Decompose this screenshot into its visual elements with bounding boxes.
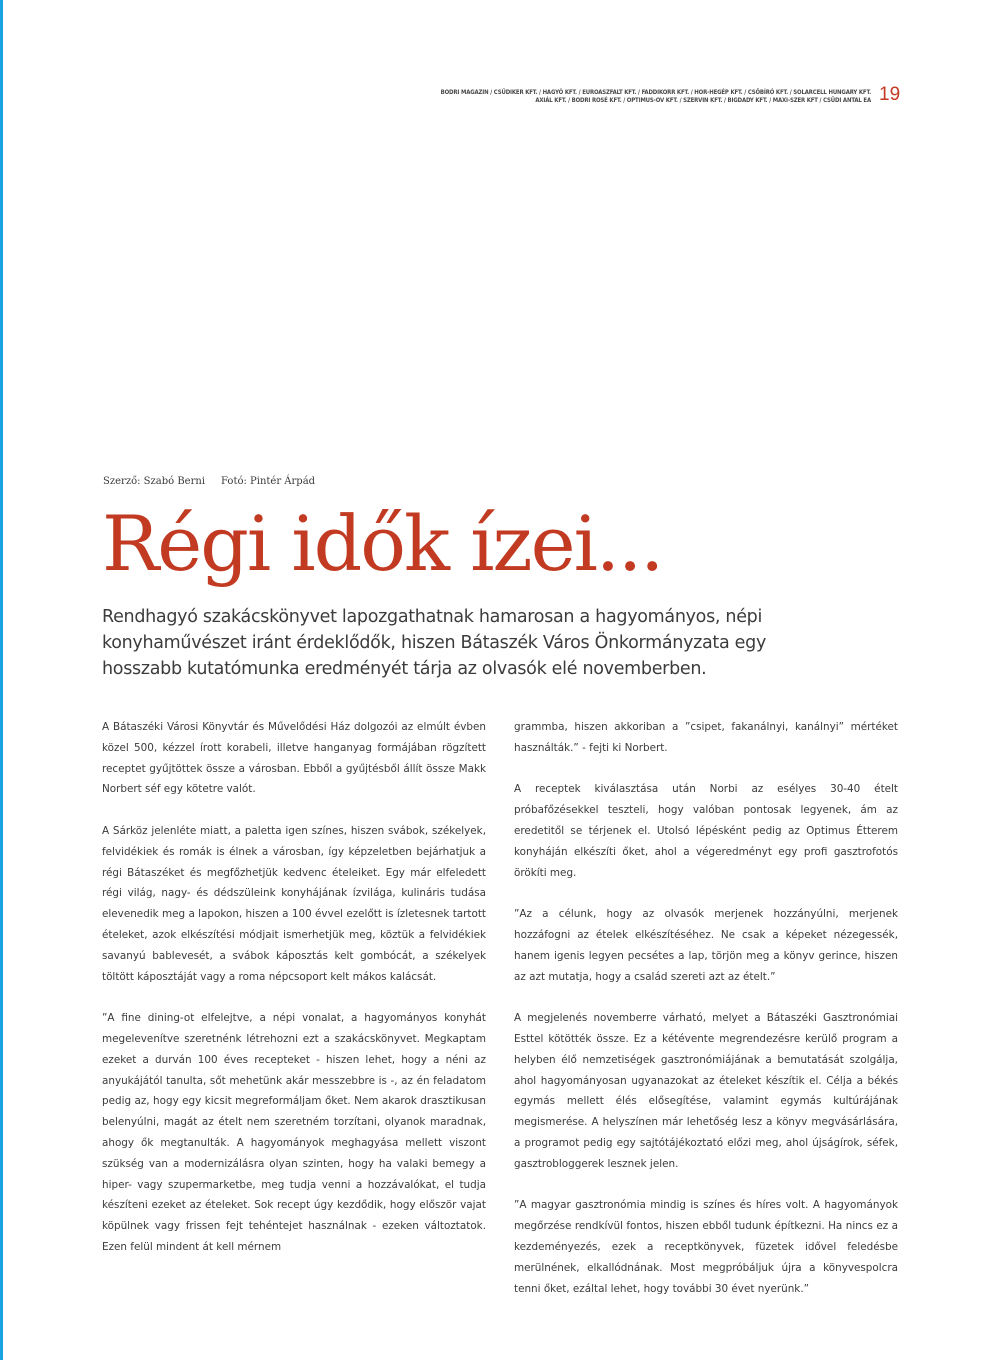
paragraph: A Bátaszéki Városi Könyvtár és Művelődési Ház dolgozói az elmúlt évben közel 500, kézzel írott korabeli, illetve hanganyag formájában rögzített receptet gyűjtöttek össze a városban. Ebből a gyűjtésből állít össze Makk Norbert séf egy kötetre valót. (102, 721, 486, 796)
page-edge-bar (0, 0, 3, 1360)
byline (103, 476, 315, 487)
article-title: Régi idők ízei... (102, 499, 663, 588)
paragraph: ”A magyar gasztronómia mindig is színes és híres volt. A hagyományok megőrzése rendkívül fontos, hiszen ebből tudunk építkezni. Ha nincs ez a kezdeményezés, ezek a receptkönyvek, füzetek idővel feledésbe merülnének, elkallódnának. Most megpróbáljuk újra a könyvespolcra tenni őket, ezáltal lehet, hogy további 30 évet nyerünk.” (514, 1199, 898, 1295)
paragraph: ”A fine dining-ot elfelejtve, a népi vonalat, a hagyományos konyhát megelevenítve szeretnénk létrehozni ezt a szakácskönyvet. Megkaptam ezeket a durván 100 éves recepteket - hiszen lehet, hogy a néni az anyukájától tanulta, sőt mehetünk akár messzebbre is -, az én feladatom pedig az, hogy egy kicsit megreformáljam őket. Nem akarok drasztikusan belenyúlni, magát az ételt nem szeretném torzítani, olyanok maradnak, ahogy ők megtanulták. A hagyományok meghagyása mellett viszont szükség van a modernizálásra olyan szinten, hogy ha valaki bemegy a hiper- vagy szupermarketbe, meg tudja venni a hozzávalókat, el tudja készíteni ezeket az ételeket. Sok recept úgy kezdődik, hogy először vajat köpülnek vagy frissen fejt tehéntejet használnak - ezeken változtatok. Ezen felül mindent át kell mérnem (102, 1012, 486, 1253)
running-header (441, 89, 871, 105)
paragraph: A Sárköz jelenléte miatt, a paletta igen színes, hiszen svábok, székelyek, felvidékiek és romák is élnek a városban, így képzeletben bejárhatjuk a régi Bátaszéket és megfőzhetjük kedvenc ételeiket. Egy már elfeledett régi világ, nagy- és dédszüleink konyhájának ízvilága, kulináris tudása elevenedik meg a lapokon, hiszen a 100 évvel ezelőtt is ízletesnek tartott ételeket, azok elkészítési módjait ismerhetjük meg, köztük a felvidékiek savanyú bablevesét, a svábok káposztás kelt gombócát, a székelyek töltött káposztáját vagy a roma népcsoport kelt mákos kalácsát. (102, 824, 486, 983)
author-credit: Szerző: Szabó Berni (103, 476, 206, 487)
article-column-right (514, 717, 898, 1299)
paragraph: A receptek kiválasztása után Norbi az esélyes 30-40 ételt próbafőzésekkel teszteli, hogy valóban pontosak legyenek, ám az eredetitől se térjenek el. Utolsó lépésként pedig az Optimus Étterem konyháján elkészíti őket, ahol a végeredményt egy profi gasztrofotós örökíti meg. (514, 783, 898, 879)
photo-credit: Fotó: Pintér Árpád (221, 476, 316, 487)
article-lead: Rendhagyó szakácskönyvet lapozgathatnak hamarosan a hagyományos, népi konyhaművészet iránt érdeklődők, hiszen Bátaszék Város Önkormányzata egy hosszabb kutatómunka eredményét tárja az olvasók elé novemberben. (102, 607, 767, 679)
paragraph: grammba, hiszen akkoriban a ”csipet, fakanálnyi, kanálnyi” mértéket használták.” - fejti ki Norbert. (514, 721, 898, 754)
article-column-left (102, 717, 486, 1258)
sponsors-line-1: BODRI MAGAZIN / CSÜDIKER KFT. / HAGYÓ KFT. / EUROASZFALT KFT. / FADDIKORR KFT. / HOR-HEGÉP KFT. / CSŐBÍRÓ KFT. / SOLARCELL HUNGARY KFT. (440, 89, 871, 96)
page-number: 19 (879, 84, 901, 105)
paragraph: ”Az a célunk, hogy az olvasók merjenek hozzányúlni, merjenek hozzáfogni az ételek elkészítéséhez. Ne csak a képeket nézegessék, hanem igenis legyen pecsétes a lap, törjön meg a könyv gerince, hiszen az azt mutatja, hogy a család szereti azt az ételt.” (514, 908, 898, 983)
sponsors-line-2: AXIÁL KFT. / BODRI ROSÉ KFT. / OPTIMUS-OV KFT. / SZERVIN KFT. / BIGDADY KFT. / MAXI-SZER KFT / CSÜDI ANTAL EA (535, 97, 871, 104)
paragraph: A megjelenés novemberre várható, melyet a Bátaszéki Gasztronómiai Esttel kötötték össze. Ez a kétévente megrendezésre kerülő program a helyben élő nemzetiségek gasztronómiájának a bemutatását szolgálja, ahol hagyományosan ugyanazokat az ételeket készítik el. Célja a békés egymás mellett élés elősegítése, valamint egymás kultúrájának megismerése. A helyszínen már lehetőség lesz a könyv megvásárlására, a programot pedig egy sajtótájékoztató előzi meg, ahol újságírok, séfek, gasztrobloggerek lesznek jelen. (514, 1012, 898, 1170)
